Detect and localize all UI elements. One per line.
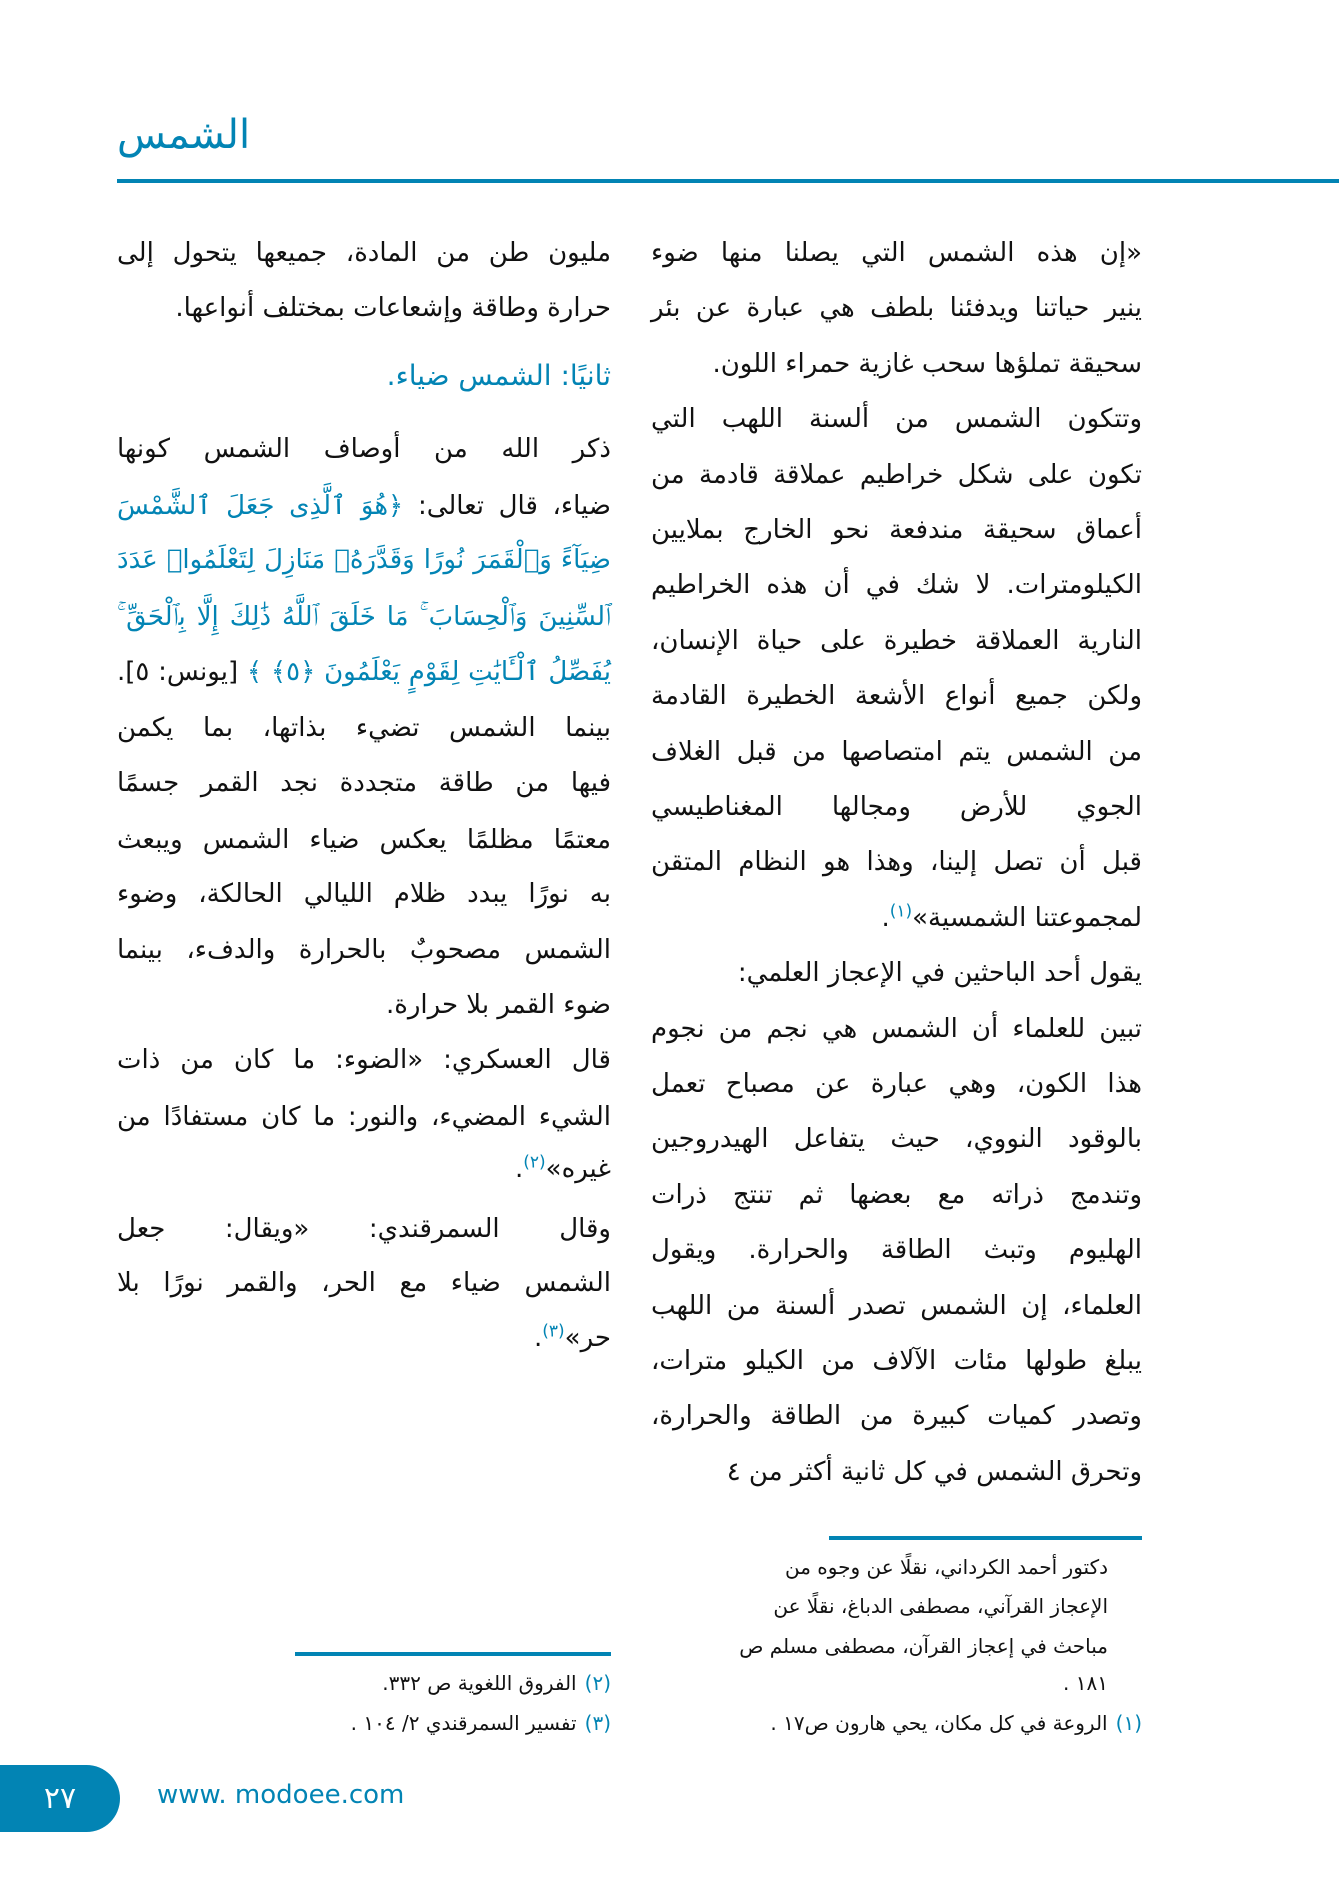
text-segment: الهليوم وتبث الطاقة والحرارة. ويقول — [651, 1235, 1142, 1266]
text-segment: النارية العملاقة خطيرة على حياة الإنسان، — [651, 625, 1142, 656]
text-line — [651, 953, 1142, 993]
text-segment: وتصدر كميات كبيرة من الطاقة والحرارة، — [651, 1401, 1142, 1432]
text-segment: غيره» — [545, 1154, 611, 1184]
text-line — [117, 540, 611, 580]
text-segment: الشمس ضياء مع الحر، والقمر نورًا بلا — [117, 1268, 611, 1298]
text-segment: حر» — [564, 1323, 611, 1353]
text-line — [651, 1064, 1142, 1104]
text-segment: فيها من طاقة متجددة نجد القمر جسمًا — [117, 768, 611, 798]
text-line — [651, 621, 1142, 661]
text-segment: مليون طن من المادة، جميعها يتحول إلى — [117, 238, 611, 268]
chapter-title: الشمس — [117, 112, 251, 158]
text-segment: من الشمس يتم امتصاصها من قبل الغلاف — [651, 736, 1142, 767]
text-segment: «إن هذه الشمس التي يصلنا منها ضوء — [651, 238, 1142, 268]
section-heading: ثانيًا: الشمس ضياء. — [386, 359, 611, 392]
footnote-number: (١) — [1115, 1711, 1142, 1735]
text-segment: ذكر الله من أوصاف الشمس كونها — [117, 434, 611, 464]
text-line — [651, 1341, 1142, 1381]
text-segment: يقول أحد الباحثين في الإعجاز العلمي: — [737, 958, 1142, 989]
footnote — [351, 1708, 611, 1738]
text-line — [117, 874, 611, 914]
text-line — [651, 1396, 1142, 1436]
text-line — [117, 288, 611, 328]
text-segment: وتحرق الشمس في كل ثانية أكثر من ٤ — [726, 1456, 1142, 1487]
text-segment: الكيلومترات. لا شك في أن هذه الخراطيم — [651, 570, 1142, 601]
text-segment: الجوي للأرض ومجالها المغناطيسي — [651, 792, 1142, 822]
text-line — [651, 1286, 1142, 1326]
text-line — [117, 597, 611, 637]
text-segment: . — [881, 902, 890, 933]
quran-verse: يُفَصِّلُ ٱلْـَٔايَٰتِ لِقَوْمٍ يَعْلَمُونَ ﴿٥﴾ ﴾ — [238, 657, 611, 687]
text-line — [651, 787, 1142, 827]
quran-verse: ضِيَآءً وَٱلْقَمَرَ نُورًا وَقَدَّرَهُۥ مَنَازِلَ لِتَعْلَمُوا۟ عَدَدَ — [117, 545, 611, 575]
text-segment: وقال السمرقندي: «ويقال: جعل — [117, 1214, 611, 1244]
text-segment: وتندمج ذراته مع بعضها ثم تنتج ذرات — [651, 1179, 1142, 1210]
text-segment: معتمًا مظلمًا يعكس ضياء الشمس ويبعث — [117, 825, 611, 855]
quran-verse: ﴿هُوَ ٱلَّذِى جَعَلَ ٱلشَّمْسَ — [117, 491, 404, 521]
footnote-text: تفسير السمرقندي ٢/ ١٠٤ . — [350, 1711, 577, 1735]
footnote — [770, 1708, 1142, 1738]
text-line — [651, 1009, 1142, 1049]
footnote-marker: (٣) — [542, 1321, 565, 1342]
text-line — [651, 1119, 1142, 1159]
text-line — [117, 486, 611, 526]
text-line — [651, 898, 1142, 938]
footnote-number: (٢) — [584, 1671, 611, 1695]
footnote-text: الفروق اللغوية ص ٣٣٢. — [382, 1671, 577, 1695]
footnote-marker: (٢) — [523, 1152, 546, 1173]
text-segment: [يونس: ٥]. — [117, 657, 239, 687]
text-line — [651, 565, 1142, 605]
text-line — [117, 1318, 611, 1358]
text-line — [651, 233, 1142, 273]
footnote-number: (٣) — [584, 1711, 611, 1735]
text-segment: الشمس مصحوبٌ بالحرارة والدفء، بينما — [117, 935, 611, 965]
text-segment: ينير حياتنا ويدفئنا بلطف هي عبارة عن بئر — [651, 293, 1142, 324]
footnote — [773, 1591, 1108, 1621]
website-url: www. modoee.com — [157, 1780, 405, 1810]
footnote-marker: (١) — [889, 901, 913, 922]
text-line — [651, 676, 1142, 716]
quran-verse: ٱلسِّنِينَ وَٱلْحِسَابَ ۚ مَا خَلَقَ ٱللَّهُ ذَٰلِكَ إِلَّا بِٱلْحَقِّ ۚ — [117, 602, 611, 632]
text-line — [117, 1149, 611, 1189]
text-line — [651, 399, 1142, 439]
text-line — [651, 1452, 1142, 1492]
footnote-text: ١٨١ . — [1063, 1671, 1108, 1695]
text-segment: وتتكون الشمس من ألسنة اللهب التي — [651, 404, 1142, 435]
text-segment: لمجموعتنا الشمسية» — [912, 902, 1142, 933]
text-line — [117, 763, 611, 803]
text-line — [117, 820, 611, 860]
text-line — [651, 455, 1142, 495]
text-line — [651, 732, 1142, 772]
text-segment: ضوء القمر بلا حرارة. — [385, 990, 611, 1020]
footnote-text: مباحث في إعجاز القرآن، مصطفى مسلم ص — [739, 1634, 1108, 1658]
text-line — [117, 356, 611, 396]
text-segment: . — [533, 1323, 543, 1353]
header-rule — [117, 179, 1339, 183]
footnote — [1063, 1668, 1108, 1698]
text-segment: . — [514, 1154, 524, 1184]
text-line — [117, 985, 611, 1025]
footnote — [382, 1668, 611, 1698]
text-line — [117, 1263, 611, 1303]
text-line — [117, 429, 611, 469]
text-segment: هذا الكون، وهي عبارة عن مصباح تعمل — [651, 1069, 1142, 1099]
text-line — [651, 344, 1142, 384]
text-segment: تبين للعلماء أن الشمس هي نجم من نجوم — [651, 1013, 1142, 1044]
page-number: ٢٧ — [0, 1765, 120, 1832]
text-segment: حرارة وطاقة وإشعاعات بمختلف أنواعها. — [175, 293, 611, 323]
text-segment: بينما الشمس تضيء بذاتها، بما يكمن — [117, 713, 611, 743]
text-segment: تكون على شكل خراطيم عملاقة قادمة من — [651, 459, 1142, 490]
text-segment: يبلغ طولها مئات الآلاف من الكيلو مترات، — [651, 1346, 1142, 1376]
text-segment: بالوقود النووي، حيث يتفاعل الهيدروجين — [651, 1124, 1142, 1155]
text-line — [117, 233, 611, 273]
text-line — [651, 510, 1142, 550]
footnote — [739, 1631, 1108, 1661]
text-line — [117, 652, 611, 692]
footnote-text: الإعجاز القرآني، مصطفى الدباغ، نقلًا عن — [773, 1594, 1108, 1618]
footnote-rule-right — [829, 1536, 1142, 1540]
text-segment: أعماق سحيقة مندفعة نحو الخارج بملايين — [651, 515, 1142, 545]
footnote-text: الروعة في كل مكان، يحي هارون ص١٧ . — [770, 1711, 1108, 1735]
text-line — [117, 708, 611, 748]
text-segment: قال العسكري: «الضوء: ما كان من ذات — [117, 1045, 611, 1075]
text-segment: قبل أن تصل إلينا، وهذا هو النظام المتقن — [651, 847, 1142, 878]
text-segment: ولكن جميع أنواع الأشعة الخطيرة القادمة — [651, 681, 1142, 712]
text-line — [117, 1209, 611, 1249]
text-segment: ضياء، قال تعالى: — [403, 491, 611, 521]
text-segment: العلماء، إن الشمس تصدر ألسنة من اللهب — [651, 1290, 1142, 1321]
text-segment: سحيقة تملؤها سحب غازية حمراء اللون. — [712, 348, 1142, 379]
footnote-rule-left — [295, 1652, 611, 1656]
text-segment: به نورًا يبدد ظلام الليالي الحالكة، وضوء — [117, 879, 611, 909]
footnote — [785, 1552, 1108, 1582]
text-line — [651, 1230, 1142, 1270]
text-segment: الشيء المضيء، والنور: ما كان مستفادًا من — [117, 1102, 611, 1132]
text-line — [117, 1097, 611, 1137]
text-line — [651, 288, 1142, 328]
text-line — [117, 1040, 611, 1080]
text-line — [651, 842, 1142, 882]
text-line — [651, 1175, 1142, 1215]
text-line — [117, 930, 611, 970]
footnote-text: دكتور أحمد الكرداني، نقلًا عن وجوه من — [784, 1555, 1108, 1579]
